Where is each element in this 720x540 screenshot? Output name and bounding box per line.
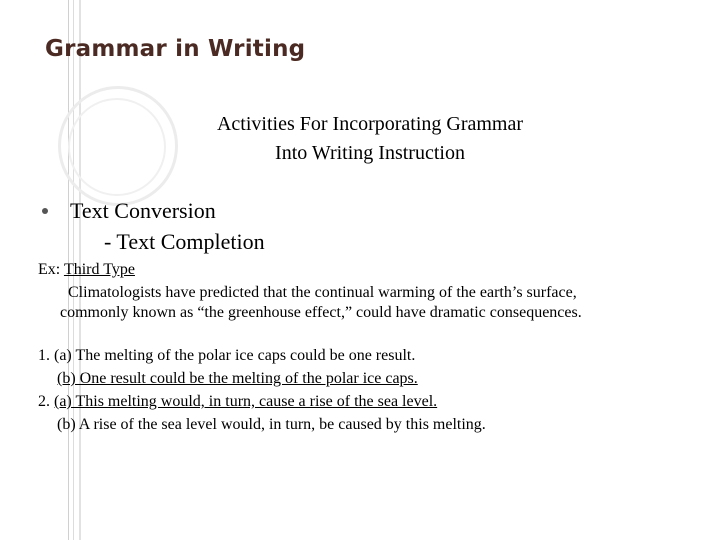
- paragraph-line-2: commonly known as “the greenhouse effect,” could have dramatic consequences.: [60, 304, 582, 321]
- sub-bullet-text: - Text Completion: [104, 229, 265, 254]
- item-2a: [38, 390, 486, 413]
- item-1b-text: (b) One result could be the melting of the polar ice caps.: [57, 370, 418, 387]
- item-1a-text: (a) The melting of the polar ice caps could be one result.: [54, 347, 416, 364]
- item-1b: [38, 367, 486, 390]
- example-paragraph: [60, 283, 700, 323]
- item-2-number: 2.: [38, 393, 54, 410]
- subtitle-line-1: Activities For Incorporating Grammar: [216, 113, 524, 135]
- item-1-number: 1.: [38, 347, 54, 364]
- example-items: [38, 344, 486, 436]
- slide-subtitle: [120, 110, 620, 168]
- item-1a: [38, 344, 486, 367]
- subtitle-line-2: Into Writing Instruction: [275, 142, 465, 164]
- slide-title: Grammar in Writing: [45, 36, 306, 62]
- bullet-item: [42, 198, 216, 224]
- bullet-text: Text Conversion: [70, 198, 216, 223]
- example-prefix: Ex:: [38, 261, 64, 278]
- item-2a-text: (a) This melting would, in turn, cause a rise of the sea level.: [54, 393, 438, 410]
- item-2b: [38, 413, 486, 436]
- item-2b-text: (b) A rise of the sea level would, in turn, be caused by this melting.: [57, 416, 486, 433]
- bullet-dot-icon: [42, 208, 48, 214]
- example-type: Third Type: [63, 261, 135, 278]
- paragraph-line-1: Climatologists have predicted that the continual warming of the earth’s surface,: [68, 284, 577, 301]
- example-label: [38, 261, 135, 279]
